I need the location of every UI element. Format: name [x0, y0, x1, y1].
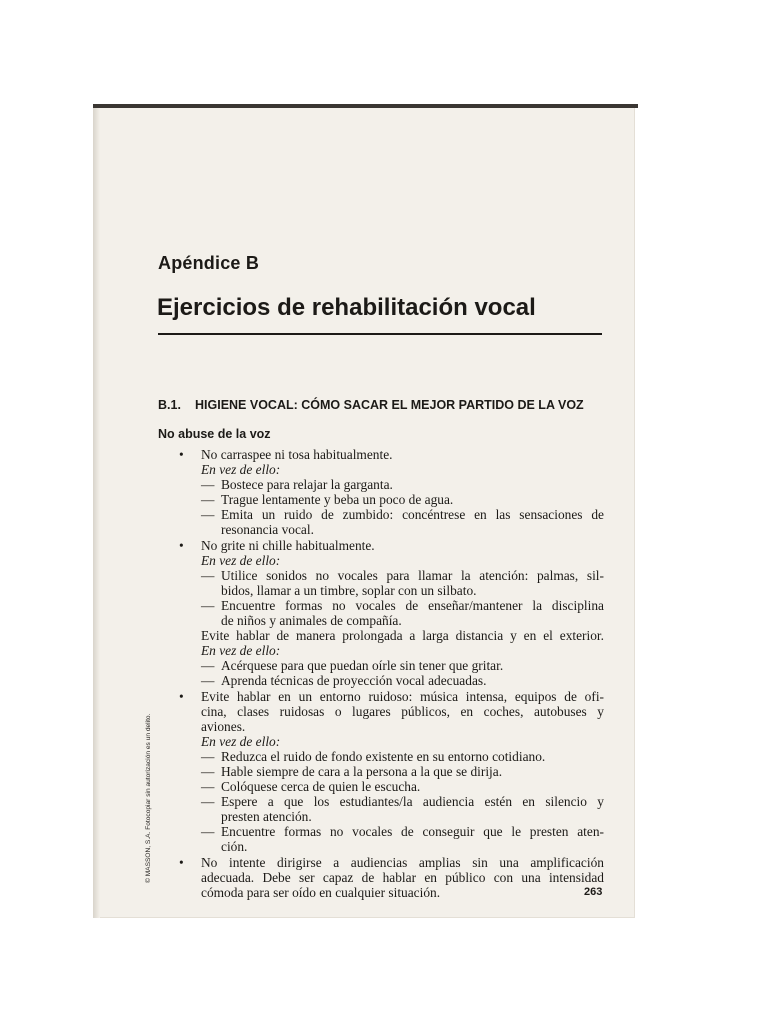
continuation-line: [178, 613, 604, 628]
instead-label: [178, 643, 604, 658]
line-text: En vez de ello:: [201, 552, 281, 568]
continuation-line: [178, 583, 604, 598]
dash-item: [178, 568, 604, 583]
dash-item: [178, 507, 604, 522]
instead-label: [178, 734, 604, 749]
line-text: Colóquese cerca de quien le escucha.: [221, 779, 421, 795]
bullet-item: [178, 538, 604, 553]
dash-item: [178, 824, 604, 839]
bullet-icon: •: [179, 854, 184, 870]
instead-label: [178, 462, 604, 477]
line-text: No grite ni chille habitualmente.: [201, 537, 375, 553]
line-text: No carraspee ni tosa habitualmente.: [201, 447, 393, 462]
paragraph-line: [178, 628, 604, 643]
line-text: Reduzca el ruido de fondo existente en su entorno cotidiano.: [221, 748, 546, 764]
line-text: Utilice sonidos no vocales para llamar la atención: palmas, sil-: [221, 567, 604, 583]
dash-icon: —: [201, 658, 215, 674]
dash-icon: —: [201, 567, 215, 583]
paragraph-line: [178, 719, 604, 734]
dash-item: [178, 764, 604, 779]
copyright-notice: © MASSON, S.A. Fotocopiar sin autorización es un delito.: [145, 713, 152, 883]
bullet-icon: •: [179, 537, 184, 553]
dash-item: [178, 477, 604, 492]
line-text: Trague lentamente y beba un poco de agua.: [221, 492, 454, 508]
bullet-icon: •: [179, 688, 184, 704]
line-text: resonancia vocal.: [221, 522, 314, 538]
dash-icon: —: [201, 763, 215, 779]
dash-item: [178, 779, 604, 794]
instead-label: [178, 553, 604, 568]
line-text: Emita un ruido de zumbido: concéntrese en las sensaciones de: [221, 507, 604, 523]
line-text: bidos, llamar a un timbre, soplar con un silbato.: [221, 582, 477, 598]
bullet-item: [178, 855, 604, 870]
line-text: Evite hablar en un entorno ruidoso: música intensa, equipos de ofi-: [201, 688, 604, 704]
scan-top-edge: [93, 104, 638, 108]
line-text: Aprenda técnicas de proyección vocal adecuadas.: [221, 673, 487, 689]
continuation-line: [178, 809, 604, 824]
line-text: aviones.: [201, 718, 246, 734]
dash-item: [178, 794, 604, 809]
line-text: Espere a que los estudiantes/la audiencia estén en silencio y: [221, 794, 604, 810]
dash-icon: —: [201, 492, 215, 508]
dash-icon: —: [201, 779, 215, 795]
dash-icon: —: [201, 597, 215, 613]
line-text: cómoda para ser oído en cualquier situación.: [201, 884, 441, 900]
dash-icon: —: [201, 794, 215, 810]
continuation-line: [178, 522, 604, 537]
section-number: B.1.: [158, 398, 181, 412]
dash-icon: —: [201, 673, 215, 689]
page-number: 263: [584, 886, 603, 898]
dash-item: [178, 673, 604, 688]
line-text: Bostece para relajar la garganta.: [221, 477, 393, 493]
bullet-item: [178, 689, 604, 704]
line-text: En vez de ello:: [201, 733, 281, 749]
dash-item: [178, 658, 604, 673]
dash-icon: —: [201, 748, 215, 764]
section-title: HIGIENE VOCAL: CÓMO SACAR EL MEJOR PARTIDO DE LA VOZ: [195, 398, 584, 412]
dash-icon: —: [201, 477, 215, 493]
bullet-item: [178, 447, 604, 462]
continuation-line: [178, 839, 604, 854]
chapter-title: Ejercicios de rehabilitación vocal: [157, 294, 536, 321]
line-text: Acérquese para que puedan oírle sin tener que gritar.: [221, 658, 504, 674]
line-text: ción.: [221, 839, 248, 855]
body-text: [178, 447, 604, 900]
line-text: cina, clases ruidosas o lugares públicos, en coches, autobuses y: [201, 703, 604, 719]
line-text: Hable siempre de cara a la persona a la que se dirija.: [221, 763, 503, 779]
appendix-label: Apéndice B: [158, 253, 260, 273]
line-text: presten atención.: [221, 809, 312, 825]
line-text: adecuada. Debe ser capaz de hablar en público con una intensidad: [201, 869, 604, 885]
line-text: Encuentre formas no vocales de conseguir que le presten aten-: [221, 824, 604, 840]
paragraph-line: [178, 704, 604, 719]
line-text: de niños y animales de compañía.: [221, 613, 402, 629]
title-underline: [158, 333, 602, 335]
dash-item: [178, 598, 604, 613]
bullet-icon: •: [179, 447, 184, 462]
line-text: Encuentre formas no vocales de enseñar/mantener la disciplina: [221, 597, 604, 613]
dash-item: [178, 749, 604, 764]
dash-item: [178, 492, 604, 507]
line-text: En vez de ello:: [201, 643, 281, 659]
scan-gutter-shadow: [93, 108, 100, 918]
section-heading: [158, 398, 584, 412]
paragraph-line: [178, 885, 604, 900]
paragraph-line: [178, 870, 604, 885]
line-text: En vez de ello:: [201, 462, 281, 478]
subheading: No abuse de la voz: [158, 427, 271, 441]
line-text: Evite hablar de manera prolongada a larga distancia y en el exterior.: [201, 628, 604, 644]
dash-icon: —: [201, 824, 215, 840]
line-text: No intente dirigirse a audiencias amplias sin una amplificación: [201, 854, 604, 870]
dash-icon: —: [201, 507, 215, 523]
